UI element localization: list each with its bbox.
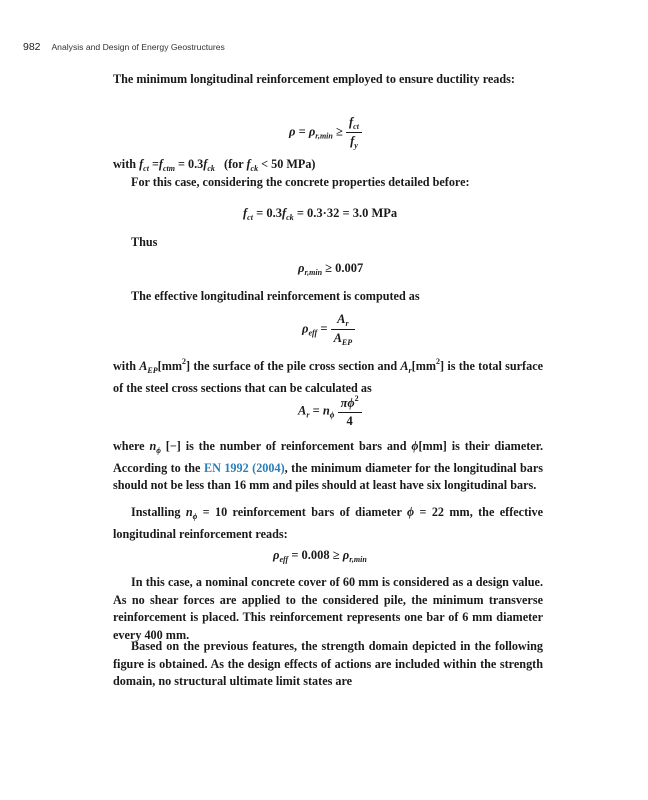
paragraph-thus: Thus [131,235,158,249]
equation-fct-value: $f_{ct} = 0.3f_{ck} = 0.3\cdot 32 = 3.0$ MPa [243,206,398,222]
citation-link[interactable]: EN 1992 (2004) [203,460,285,475]
page-number: 982 [23,41,41,53]
paragraph-min-reinforcement: The minimum longitudinal reinforcement employed to ensure ductility reads: [113,72,515,86]
equation-rho-min-value: $\rho_{r,min} \ge 0.007$ [298,261,364,277]
running-title: Analysis and Design of Energy Geostructures [51,42,225,52]
paragraph-bar-requirements: where $n_\phi$ [−] is the number of reinforcement bars and ϕ[mm] is their diameter. According to the EN 1992 (2004), the minimum diameter for the longitudinal bars should not be less than 16 mm and piles should at least have six longitudinal bars. [113,439,544,492]
paragraph-effective-reinforcement: The effective longitudinal reinforcement is computed as [131,289,420,303]
paragraph-concrete-cover: In this case, a nominal concrete cover of 60 mm is considered as a design value. As no shear forces are applied to the considered pile, the minimum transverse reinforcement is placed. This reinforcement represents one bar of 6 mm diameter every 400 mm. [113,575,543,642]
equation-fct-definition: with $f_{ct} =f_{ctm} = 0.3f_{ck}$ (for $f_{ck} < 50$ MPa) [113,157,316,173]
paragraph-surface-definitions: with $A_{EP}[mm^2]$ the surface of the pile cross section and $A_r[mm^2]$ is the total surface of the steel cross sections that can be calculated as [113,357,544,395]
paragraph-concrete-properties: For this case, considering the concrete properties detailed before: [131,175,470,189]
equation-rho-eff-value: $\rho_{eff} = 0.008 \ge \rho_{r,min}$ [273,548,367,564]
equation-rho-min: $\rho = \rho_{r,min}$ ≥ $\frac{f_{ct}}{f_y}$ [289,115,362,150]
running-header [23,41,225,53]
paragraph-strength-domain: Based on the previous features, the strength domain depicted in the following figure is obtained. As the design effects of actions are included within the strength domain, no structural ultimate limit states are [113,639,543,688]
equation-area-steel: $A_r = n_\phi$ $\frac{\pi\phi^2}{4}$ [298,394,362,429]
equation-rho-eff: $\rho_{eff}$ = $\frac{A_r}{A_{EP}}$ [302,312,355,347]
paragraph-installing-bars: Installing $n_\phi = 10$ reinforcement bars of diameter ϕ = 22 mm, the effective longitudinal reinforcement reads: [113,505,544,541]
